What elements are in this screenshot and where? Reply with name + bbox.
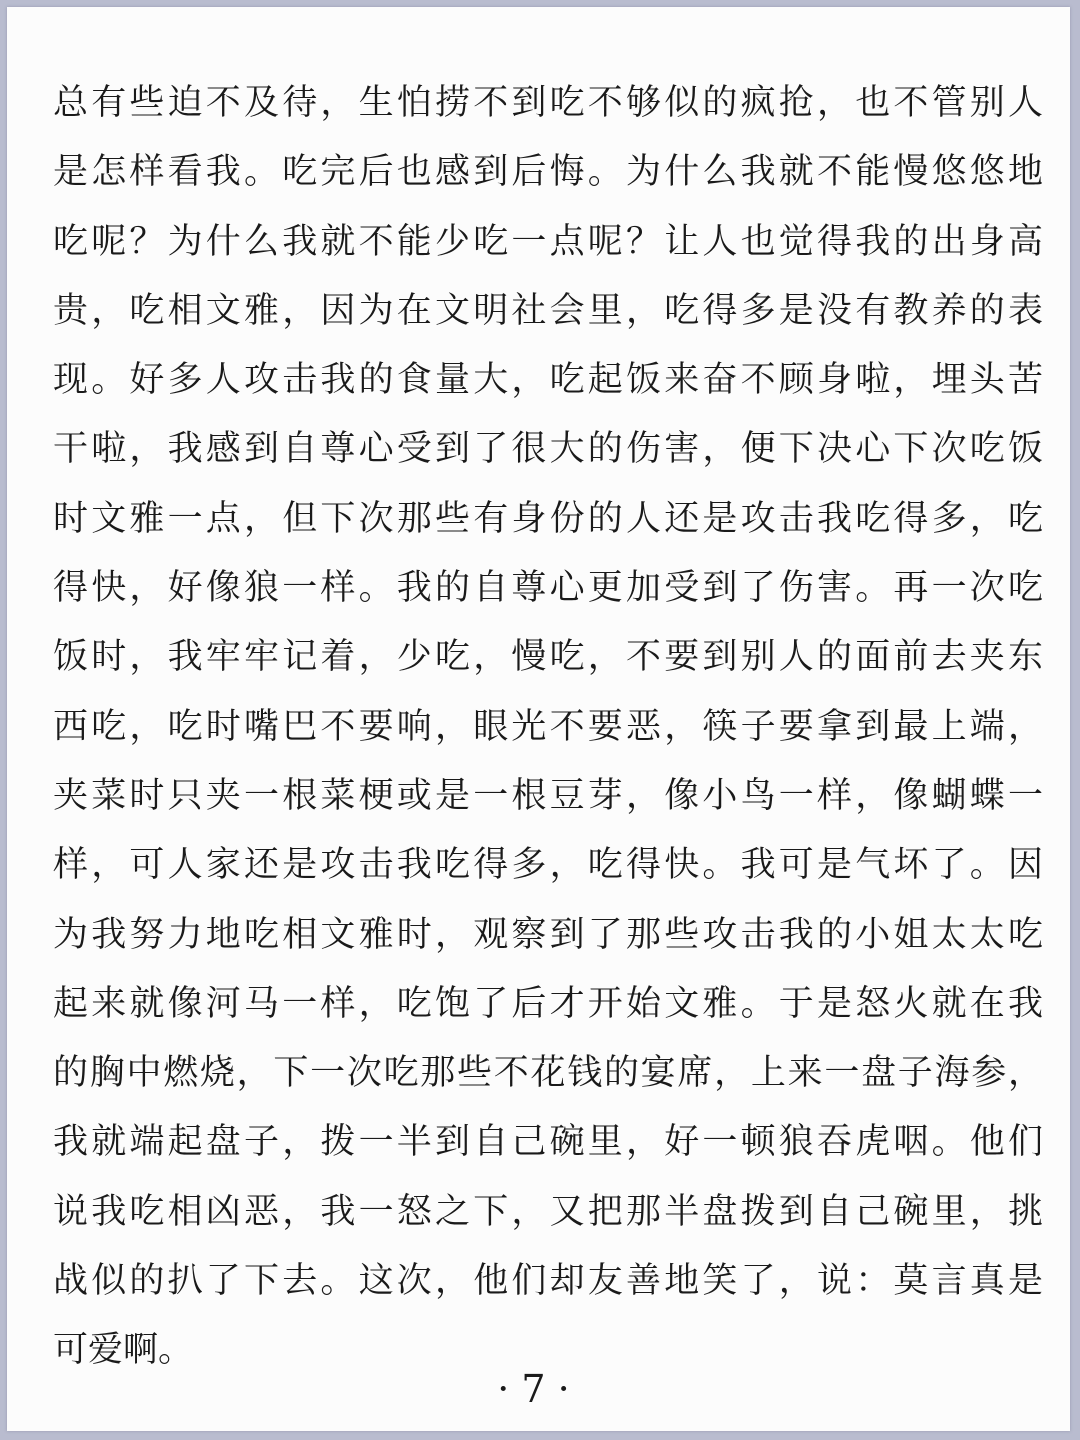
- text-line: 饭时，我牢牢记着，少吃，慢吃，不要到别人的面前去夹东: [53, 637, 1043, 678]
- text-line: 夹菜时只夹一根菜梗或是一根豆芽，像小鸟一样，像蝴蝶一: [53, 775, 1043, 816]
- text-line: 干啦，我感到自尊心受到了很大的伤害，便下决心下次吃饭: [53, 429, 1043, 470]
- text-line: 得快，好像狼一样。我的自尊心更加受到了伤害。再一次吃: [53, 568, 1043, 609]
- text-line: 我就端起盘子，拨一半到自己碗里，好一顿狼吞虎咽。他们: [53, 1122, 1043, 1163]
- text-line: 说我吃相凶恶，我一怒之下，又把那半盘拨到自己碗里，挑: [53, 1191, 1043, 1232]
- text-line: 是怎样看我。吃完后也感到后悔。为什么我就不能慢悠悠地: [53, 152, 1043, 193]
- text-line: 吃呢？为什么我就不能少吃一点呢？让人也觉得我的出身高: [53, 221, 1043, 262]
- page-number: · 7 ·: [497, 1367, 570, 1411]
- body-text: [53, 69, 1043, 1386]
- text-line: 战似的扒了下去。这次，他们却友善地笑了，说：莫言真是: [53, 1261, 1043, 1302]
- text-line-last: 可爱啊。: [53, 1330, 194, 1371]
- text-line: 样，可人家还是攻击我吃得多，吃得快。我可是气坏了。因: [53, 845, 1043, 886]
- text-line: 西吃，吃时嘴巴不要响，眼光不要恶，筷子要拿到最上端，: [53, 706, 1043, 747]
- text-line: 贵，吃相文雅，因为在文明社会里，吃得多是没有教养的表: [53, 290, 1043, 331]
- text-line: 时文雅一点，但下次那些有身份的人还是攻击我吃得多，吃: [53, 498, 1043, 539]
- text-line: 现。好多人攻击我的食量大，吃起饭来奋不顾身啦，埋头苦: [53, 360, 1043, 401]
- text-line: 为我努力地吃相文雅时，观察到了那些攻击我的小姐太太吃: [53, 914, 1043, 955]
- text-line: 起来就像河马一样，吃饱了后才开始文雅。于是怒火就在我: [53, 983, 1043, 1024]
- document-page: [7, 7, 1070, 1431]
- text-line: 的胸中燃烧，下一次吃那些不花钱的宴席，上来一盘子海参，: [53, 1053, 1043, 1094]
- text-line: 总有些迫不及待，生怕捞不到吃不够似的疯抢，也不管别人: [53, 83, 1043, 123]
